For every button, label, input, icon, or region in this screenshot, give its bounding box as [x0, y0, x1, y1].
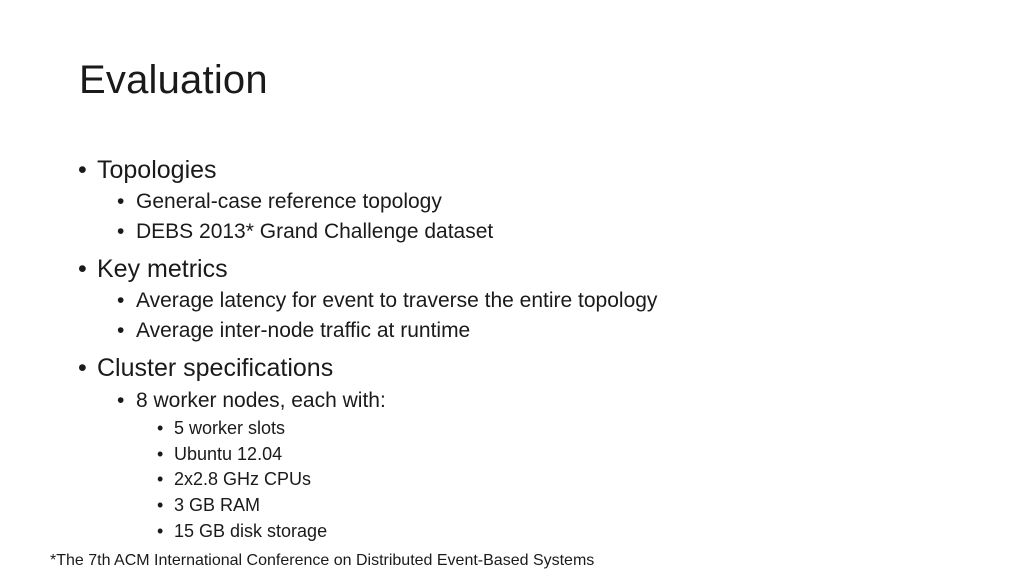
spec-item: 2x2.8 GHz CPUs [174, 469, 312, 489]
cluster-heading: Cluster specifications [97, 354, 334, 382]
bullet-icon: • [157, 495, 164, 515]
list-item: Average inter-node traffic at runtime [136, 319, 471, 342]
footnote: *The 7th ACM International Conference on Distributed Event-Based Systems [50, 552, 595, 569]
list-item: 8 worker nodes, each with: [136, 389, 386, 412]
bullet-icon: • [117, 220, 125, 243]
list-item: Average latency for event to traverse the entire topology [136, 289, 658, 312]
bullet-icon: • [117, 389, 125, 412]
bullet-icon: • [117, 289, 125, 312]
bullet-icon: • [157, 444, 164, 464]
spec-item: 3 GB RAM [174, 495, 261, 515]
spec-item: Ubuntu 12.04 [174, 444, 283, 464]
topologies-heading: Topologies [97, 156, 217, 184]
spec-item: 15 GB disk storage [174, 521, 328, 541]
bullet-icon: • [157, 418, 164, 438]
bullet-icon: • [117, 190, 125, 213]
bullet-icon: • [157, 469, 164, 489]
spec-item: 5 worker slots [174, 418, 286, 438]
list-item: DEBS 2013* Grand Challenge dataset [136, 220, 494, 243]
bullet-icon: • [117, 319, 125, 342]
key-metrics-heading: Key metrics [97, 255, 228, 283]
bullet-icon: • [78, 354, 87, 382]
slide-title: Evaluation [79, 58, 268, 102]
bullet-icon: • [78, 255, 87, 283]
list-item: General-case reference topology [136, 190, 442, 213]
bullet-icon: • [157, 521, 164, 541]
bullet-icon: • [78, 156, 87, 184]
